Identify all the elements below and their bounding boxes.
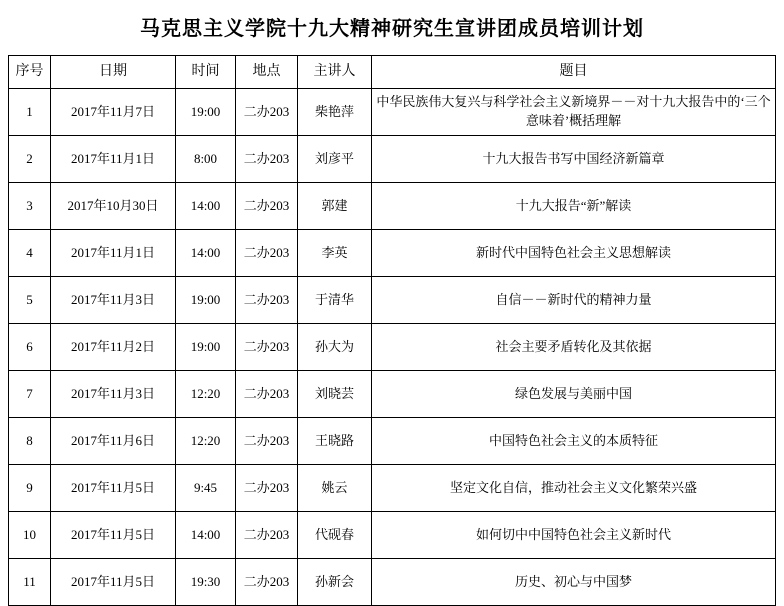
cell-topic: 坚定文化自信，推动社会主义文化繁荣兴盛 — [372, 465, 776, 512]
cell-time: 12:20 — [176, 418, 236, 465]
cell-date: 2017年10月30日 — [51, 183, 176, 230]
table-row — [9, 371, 776, 418]
table-row — [9, 324, 776, 371]
cell-topic: 自信－－新时代的精神力量 — [372, 277, 776, 324]
cell-date: 2017年11月1日 — [51, 136, 176, 183]
table-row — [9, 277, 776, 324]
cell-date: 2017年11月5日 — [51, 465, 176, 512]
column-header-topic: 题目 — [372, 56, 776, 89]
table-row — [9, 230, 776, 277]
cell-time: 19:00 — [176, 277, 236, 324]
cell-time: 14:00 — [176, 183, 236, 230]
column-header-index: 序号 — [9, 56, 51, 89]
cell-index: 4 — [9, 230, 51, 277]
cell-topic: 十九大报告书写中国经济新篇章 — [372, 136, 776, 183]
training-plan-table — [8, 55, 776, 606]
page-title: 马克思主义学院十九大精神研究生宣讲团成员培训计划 — [140, 18, 644, 40]
cell-time: 19:00 — [176, 324, 236, 371]
cell-place: 二办203 — [236, 183, 298, 230]
cell-date: 2017年11月5日 — [51, 559, 176, 606]
table-row — [9, 136, 776, 183]
cell-speaker: 李英 — [298, 230, 372, 277]
cell-index: 6 — [9, 324, 51, 371]
cell-date: 2017年11月6日 — [51, 418, 176, 465]
cell-speaker: 于清华 — [298, 277, 372, 324]
cell-date: 2017年11月1日 — [51, 230, 176, 277]
cell-index: 3 — [9, 183, 51, 230]
cell-place: 二办203 — [236, 230, 298, 277]
cell-speaker: 代砚春 — [298, 512, 372, 559]
table-row — [9, 512, 776, 559]
cell-time: 14:00 — [176, 512, 236, 559]
cell-topic: 十九大报告“新”解读 — [372, 183, 776, 230]
cell-place: 二办203 — [236, 418, 298, 465]
cell-place: 二办203 — [236, 371, 298, 418]
column-header-speaker: 主讲人 — [298, 56, 372, 89]
cell-index: 8 — [9, 418, 51, 465]
table-row — [9, 418, 776, 465]
table-row — [9, 183, 776, 230]
cell-index: 11 — [9, 559, 51, 606]
cell-date: 2017年11月3日 — [51, 277, 176, 324]
table-row — [9, 559, 776, 606]
cell-time: 19:00 — [176, 89, 236, 136]
cell-speaker: 刘彦平 — [298, 136, 372, 183]
cell-date: 2017年11月2日 — [51, 324, 176, 371]
cell-place: 二办203 — [236, 465, 298, 512]
cell-place: 二办203 — [236, 277, 298, 324]
cell-topic: 新时代中国特色社会主义思想解读 — [372, 230, 776, 277]
cell-speaker: 王晓路 — [298, 418, 372, 465]
column-header-time: 时间 — [176, 56, 236, 89]
cell-index: 9 — [9, 465, 51, 512]
cell-index: 2 — [9, 136, 51, 183]
cell-topic: 社会主要矛盾转化及其依据 — [372, 324, 776, 371]
cell-place: 二办203 — [236, 512, 298, 559]
column-header-place: 地点 — [236, 56, 298, 89]
table-header-row — [9, 56, 776, 89]
cell-time: 19:30 — [176, 559, 236, 606]
cell-place: 二办203 — [236, 559, 298, 606]
cell-speaker: 刘晓芸 — [298, 371, 372, 418]
cell-time: 12:20 — [176, 371, 236, 418]
cell-speaker: 柴艳萍 — [298, 89, 372, 136]
cell-index: 10 — [9, 512, 51, 559]
table-row — [9, 89, 776, 136]
cell-speaker: 孙新会 — [298, 559, 372, 606]
cell-topic: 绿色发展与美丽中国 — [372, 371, 776, 418]
cell-date: 2017年11月5日 — [51, 512, 176, 559]
cell-speaker: 姚云 — [298, 465, 372, 512]
cell-topic: 如何切中中国特色社会主义新时代 — [372, 512, 776, 559]
cell-time: 8:00 — [176, 136, 236, 183]
cell-time: 9:45 — [176, 465, 236, 512]
cell-date: 2017年11月7日 — [51, 89, 176, 136]
cell-place: 二办203 — [236, 136, 298, 183]
cell-speaker: 郭建 — [298, 183, 372, 230]
cell-index: 7 — [9, 371, 51, 418]
cell-place: 二办203 — [236, 324, 298, 371]
cell-speaker: 孙大为 — [298, 324, 372, 371]
cell-topic: 历史、初心与中国梦 — [372, 559, 776, 606]
cell-date: 2017年11月3日 — [51, 371, 176, 418]
column-header-date: 日期 — [51, 56, 176, 89]
cell-index: 5 — [9, 277, 51, 324]
cell-time: 14:00 — [176, 230, 236, 277]
cell-topic: 中国特色社会主义的本质特征 — [372, 418, 776, 465]
cell-topic: 中华民族伟大复兴与科学社会主义新境界－－对十九大报告中的‘三个意味着’概括理解 — [372, 89, 776, 136]
cell-index: 1 — [9, 89, 51, 136]
table-row — [9, 465, 776, 512]
cell-place: 二办203 — [236, 89, 298, 136]
